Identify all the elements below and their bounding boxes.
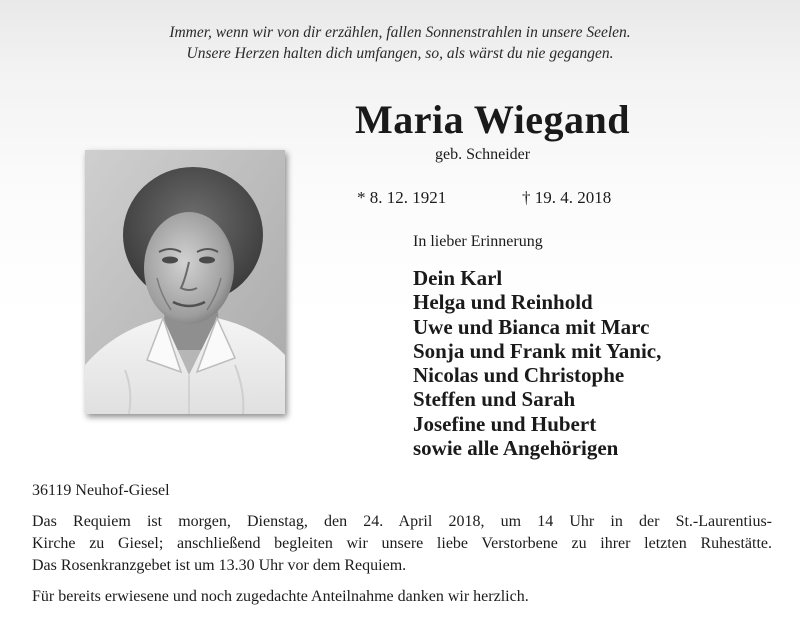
portrait-image bbox=[85, 150, 285, 414]
mourner-item: Dein Karl bbox=[413, 266, 503, 290]
place: 36119 Neuhof-Giesel bbox=[32, 482, 170, 499]
birth-date: * 8. 12. 1921 bbox=[357, 188, 447, 207]
mourner-item: Josefine und Hubert bbox=[413, 411, 597, 436]
service-notice bbox=[32, 511, 772, 577]
notice-line-2: Kirche zu Giesel; anschließend begleiten wir unsere liebe Verstorbene zu ihrer letzten Ruhestätte. bbox=[32, 535, 772, 552]
mourner-item: Uwe und Bianca mit Marc bbox=[413, 314, 650, 339]
notice-line-1: Das Requiem ist morgen, Dienstag, den 24. April 2018, um 14 Uhr in der St.-Laurentius- bbox=[32, 513, 772, 530]
mourner-item: sowie alle Angehörigen bbox=[413, 436, 619, 461]
deceased-name: Maria Wiegand bbox=[355, 97, 631, 142]
memory-intro: In lieber Erinnerung bbox=[413, 233, 543, 250]
notice-line-3: Das Rosenkranzgebet ist um 13.30 Uhr vor dem Requiem. bbox=[32, 557, 407, 574]
portrait-photo bbox=[85, 150, 285, 414]
motto bbox=[0, 22, 800, 64]
mourners-list bbox=[413, 266, 661, 460]
birth-name: geb. Schneider bbox=[435, 146, 531, 163]
thanks-text: Für bereits erwiesene und noch zugedachte Anteilnahme danken wir herzlich. bbox=[32, 588, 529, 605]
mourner-item: Helga und Reinhold bbox=[413, 290, 593, 315]
mourner-item: Nicolas und Christophe bbox=[413, 363, 625, 388]
mourner-item: Sonja und Frank mit Yanic, bbox=[413, 338, 662, 363]
mourner-item: Steffen und Sarah bbox=[413, 387, 576, 412]
motto-line-1: Immer, wenn wir von dir erzählen, fallen Sonnenstrahlen in unsere Seelen. bbox=[169, 24, 631, 41]
motto-line-2: Unsere Herzen halten dich umfangen, so, als wärst du nie gegangen. bbox=[186, 45, 614, 62]
death-date: † 19. 4. 2018 bbox=[522, 188, 612, 207]
